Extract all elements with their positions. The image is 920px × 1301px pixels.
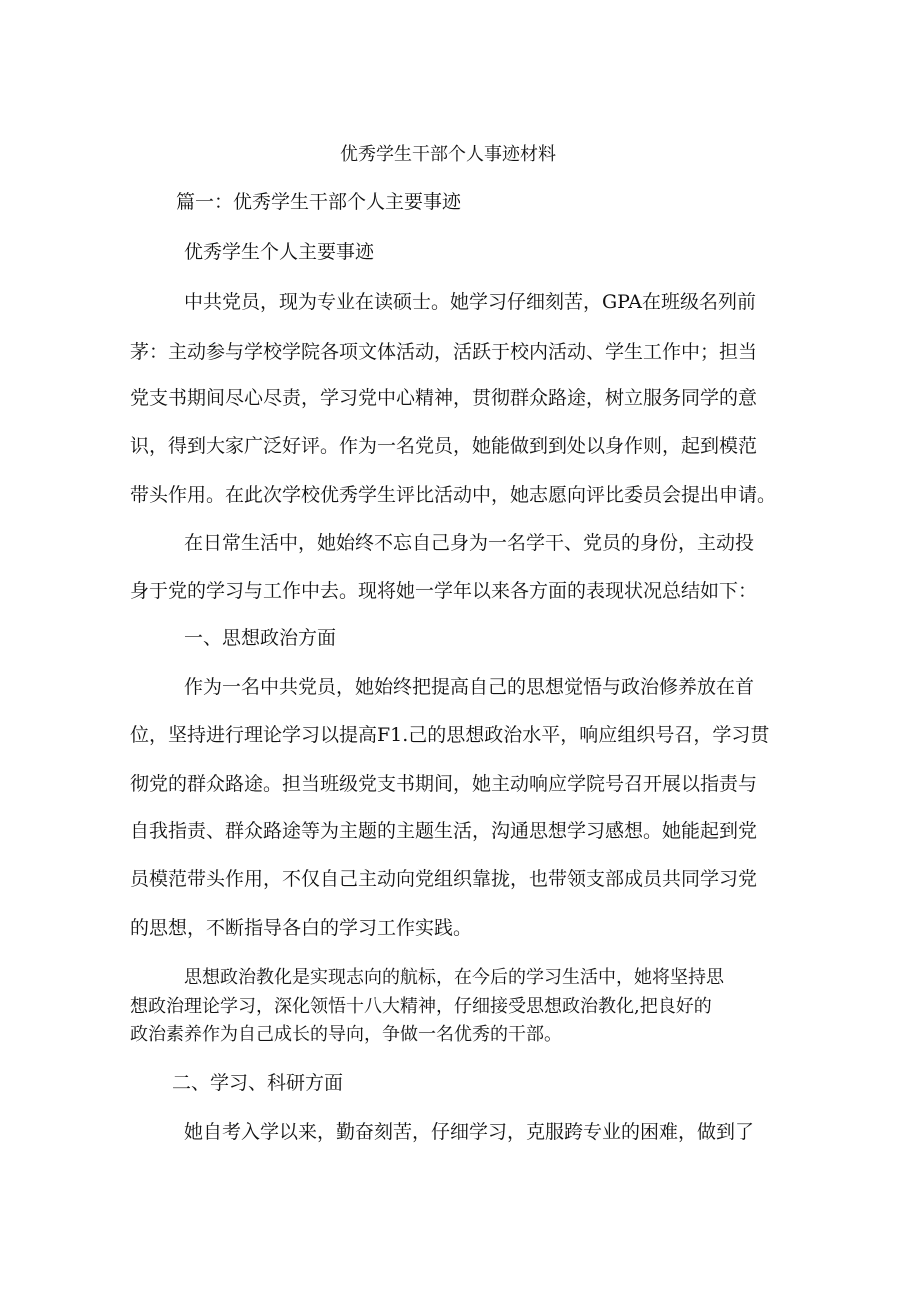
paragraph-line: 茅：主动参与学校学院各项文体活动，活跃于校内活动、学生工作中；担当 bbox=[130, 341, 758, 363]
paragraph-line: 身于党的学习与工作中去。现将她一学年以来各方面的表现状况总结如下： bbox=[130, 580, 758, 602]
paragraph-line: 位，坚持进行理论学习以提高F1.己的思想政治水平，响应组织号召，学习贯 bbox=[130, 724, 770, 746]
paragraph-line: 想政治理论学习，深化领悟十八大精神，仔细接受思想政治教化,把良好的 bbox=[130, 996, 712, 1017]
paragraph-line: 带头作用。在此次学校优秀学生评比活动中，她志愿向评比委员会提出申请。 bbox=[130, 484, 777, 506]
paragraph-line: 在日常生活中，她始终不忘自己身为一名学干、党员的身份，主动投 bbox=[184, 532, 755, 554]
paragraph-line: 她自考入学以来，勤奋刻苦，仔细学习，克服跨专业的困难，做到了 bbox=[184, 1121, 755, 1143]
document-title: 优秀学生干部个人事迹材料 bbox=[340, 144, 556, 165]
paragraph-line: 识，得到大家广泛好评。作为一名党员，她能做到到处以身作则，起到模范 bbox=[130, 435, 758, 457]
paragraph-line: 中共党员，现为专业在读硕士。她学习仔细刻苦，GPA在班级名列前 bbox=[184, 291, 756, 313]
subtitle: 优秀学生个人主要事迹 bbox=[184, 241, 375, 263]
paragraph-line: 的思想，不断指导各白的学习工作实践。 bbox=[130, 917, 473, 939]
section-heading-2: 二、学习、科研方面 bbox=[172, 1072, 344, 1094]
paragraph-line: 员模范带头作用，不仅自己主动向党组织靠拢，也带领支部成员共同学习党 bbox=[130, 868, 758, 890]
chapter-heading: 篇一：优秀学生干部个人主要事迹 bbox=[176, 191, 462, 213]
paragraph-line: 彻党的群众路途。担当班级党支书期间，她主动响应学院号召开展以指责与 bbox=[130, 773, 758, 795]
paragraph-line: 自我指责、群众路途等为主题的主题生活，沟通思想学习感想。她能起到党 bbox=[130, 820, 758, 842]
paragraph-line: 作为一名中共党员，她始终把提高自己的思想觉悟与政治修养放在首 bbox=[184, 676, 755, 698]
paragraph-line: 政治素养作为自己成长的导向，争做一名优秀的干部。 bbox=[130, 1024, 562, 1045]
paragraph-line: 思想政治教化是实现志向的航标，在今后的学习生活中，她将坚持思 bbox=[184, 967, 724, 988]
paragraph-line: 党支书期间尽心尽责，学习党中心精神，贯彻群众路途，树立服务同学的意 bbox=[130, 387, 758, 409]
section-heading-1: 一、思想政治方面 bbox=[184, 627, 337, 649]
